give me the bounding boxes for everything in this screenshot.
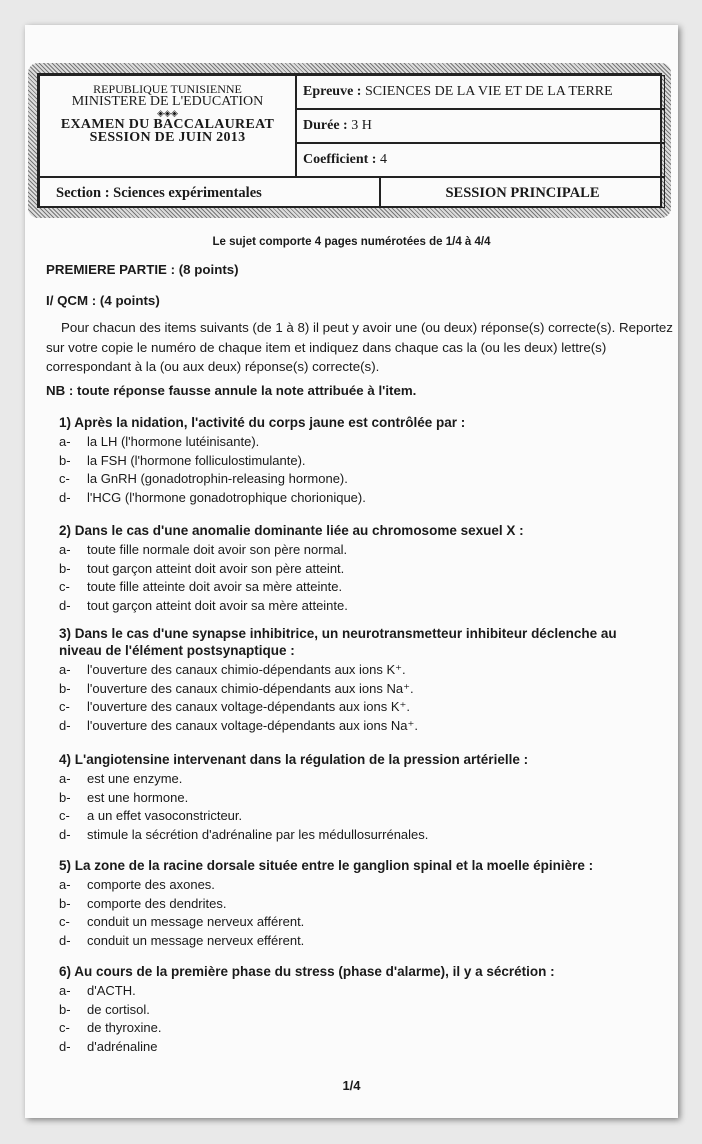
option-text: comporte des axones.	[87, 877, 215, 892]
duree-cell	[296, 109, 665, 143]
option-letter: b-	[59, 680, 71, 696]
option-text: d'adrénaline	[87, 1038, 158, 1054]
option-letter: a-	[59, 662, 71, 677]
answer-option	[59, 541, 524, 560]
option-letter: c-	[59, 579, 70, 595]
option-letter: b-	[59, 789, 71, 805]
question-title: 2) Dans le cas d'une anomalie dominante liée au chromosome sexuel X :	[59, 523, 524, 538]
option-letter: a-	[59, 434, 71, 449]
answer-option	[59, 932, 593, 951]
section-cell: Section : Sciences expérimentales	[39, 177, 380, 208]
option-letter: a-	[59, 983, 71, 998]
session-title: SESSION DE JUIN 2013	[89, 130, 246, 145]
ministry-label: MINISTERE DE L'EDUCATION	[71, 94, 264, 109]
session-type-cell: SESSION PRINCIPALE	[380, 177, 665, 208]
option-letter: d-	[59, 1038, 71, 1054]
option-text: l'ouverture des canaux chimio-dépendants aux ions K⁺.	[87, 662, 406, 677]
question-5	[59, 857, 593, 950]
answer-option	[59, 433, 465, 452]
option-letter: c-	[59, 914, 70, 930]
answer-option	[59, 661, 644, 680]
question-title: 4) L'angiotensine intervenant dans la régulation de la pression artérielle :	[59, 752, 529, 767]
answer-option	[59, 876, 593, 895]
option-text: l'ouverture des canaux chimio-dépendants aux ions Na⁺.	[87, 680, 414, 696]
answer-option	[59, 560, 524, 579]
part-title: PREMIERE PARTIE : (8 points)	[46, 262, 239, 277]
option-text: est une hormone.	[87, 789, 189, 805]
page-number: 1/4	[342, 1078, 361, 1093]
option-text: stimule la sécrétion d'adrénaline par les médullosurrénales.	[87, 826, 429, 842]
answer-option	[59, 913, 593, 932]
duree-label: Durée :	[303, 118, 348, 133]
option-letter: d-	[59, 717, 71, 733]
question-title: 3) Dans le cas d'une synapse inhibitrice, un neurotransmetteur inhibiteur déclenche au niveau de l'élément postsynaptique :	[59, 626, 617, 658]
question-4	[59, 751, 528, 844]
option-letter: b-	[59, 895, 71, 911]
header-table	[37, 73, 662, 208]
answer-option	[59, 698, 644, 717]
option-letter: d-	[59, 597, 71, 613]
instructions: Pour chacun des items suivants (de 1 à 8) il peut y avoir une (ou deux) réponse(s) correcte(s). Reportez sur votre copie le numéro de chaque item et indiquez dans chaque cas la (ou les deux) lettre(s) correspondant à la (ou aux deux) réponse(s) correcte(s).	[46, 320, 673, 374]
option-letter: c-	[59, 699, 70, 715]
institution-block	[39, 75, 296, 177]
answer-option	[59, 680, 644, 699]
question-6	[59, 963, 555, 1056]
answer-option	[59, 717, 644, 736]
option-text: de thyroxine.	[87, 1020, 162, 1036]
option-letter: c-	[59, 471, 70, 487]
question-title: 1) Après la nidation, l'activité du corps jaune est contrôlée par :	[59, 415, 466, 430]
answer-option	[59, 789, 528, 808]
answer-option	[59, 807, 528, 826]
epreuve-cell	[296, 75, 665, 109]
option-letter: b-	[59, 452, 71, 468]
answer-option	[59, 895, 593, 914]
option-text: est une enzyme.	[87, 771, 183, 786]
answer-option	[59, 578, 524, 597]
duree-value: 3 H	[351, 118, 372, 133]
option-letter: a-	[59, 771, 71, 786]
coefficient-cell	[296, 143, 665, 177]
exam-title: EXAMEN DU BACCALAUREAT	[60, 117, 275, 132]
answer-option	[59, 597, 524, 616]
option-text: conduit un message nerveux efférent.	[87, 932, 305, 948]
option-letter: a-	[59, 877, 71, 892]
question-1	[59, 414, 465, 507]
option-letter: a-	[59, 542, 71, 557]
epreuve-value: SCIENCES DE LA VIE ET DE LA TERRE	[364, 84, 613, 99]
question-2	[59, 522, 524, 615]
question-title: 6) Au cours de la première phase du stress (phase d'alarme), il y a sécrétion :	[59, 964, 555, 979]
answer-option	[59, 452, 465, 471]
answer-option	[59, 770, 528, 789]
answer-option	[59, 470, 465, 489]
coefficient-value: 4	[379, 152, 387, 167]
option-text: l'HCG (l'hormone gonadotrophique chorionique).	[87, 489, 366, 505]
header-frame	[28, 63, 671, 218]
ornament: ◈◈◈	[157, 108, 178, 118]
republic-label: REPUBLIQUE TUNISIENNE	[93, 82, 242, 96]
option-letter: d-	[59, 932, 71, 948]
answer-option	[59, 1038, 555, 1057]
option-letter: d-	[59, 489, 71, 505]
option-text: d'ACTH.	[87, 983, 136, 998]
option-text: tout garçon atteint doit avoir son père atteint.	[87, 560, 345, 576]
option-text: l'ouverture des canaux voltage-dépendants aux ions Na⁺.	[87, 717, 418, 733]
option-text: toute fille atteinte doit avoir sa mère atteinte.	[87, 579, 343, 595]
option-letter: d-	[59, 826, 71, 842]
option-letter: b-	[59, 1001, 71, 1017]
intro-text: Le sujet comporte 4 pages numérotées de 1/4 à 4/4	[212, 236, 491, 248]
answer-option	[59, 489, 465, 508]
question-3	[59, 625, 644, 735]
qcm-title: I/ QCM : (4 points)	[46, 293, 160, 308]
answer-option	[59, 982, 555, 1001]
option-text: l'ouverture des canaux voltage-dépendants aux ions K⁺.	[87, 699, 410, 715]
option-text: la GnRH (gonadotrophin-releasing hormone).	[87, 471, 348, 487]
option-text: conduit un message nerveux afférent.	[87, 914, 305, 930]
option-text: la LH (l'hormone lutéinisante).	[87, 434, 260, 449]
exam-page	[25, 25, 678, 1118]
option-text: a un effet vasoconstricteur.	[87, 808, 243, 824]
coefficient-label: Coefficient :	[303, 152, 377, 167]
question-title: 5) La zone de la racine dorsale située entre le ganglion spinal et la moelle épinière :	[59, 858, 594, 873]
option-letter: b-	[59, 560, 71, 576]
answer-option	[59, 1019, 555, 1038]
epreuve-label: Epreuve :	[303, 84, 362, 99]
option-letter: c-	[59, 1020, 70, 1036]
answer-option	[59, 1001, 555, 1020]
option-text: la FSH (l'hormone folliculostimulante).	[87, 452, 306, 468]
answer-option	[59, 826, 528, 845]
option-text: de cortisol.	[87, 1001, 150, 1017]
option-text: tout garçon atteint doit avoir sa mère atteinte.	[87, 597, 348, 613]
nb-note: NB : toute réponse fausse annule la note attribuée à l'item.	[46, 383, 417, 398]
option-letter: c-	[59, 808, 70, 824]
option-text: toute fille normale doit avoir son père normal.	[87, 542, 348, 557]
option-text: comporte des dendrites.	[87, 895, 227, 911]
